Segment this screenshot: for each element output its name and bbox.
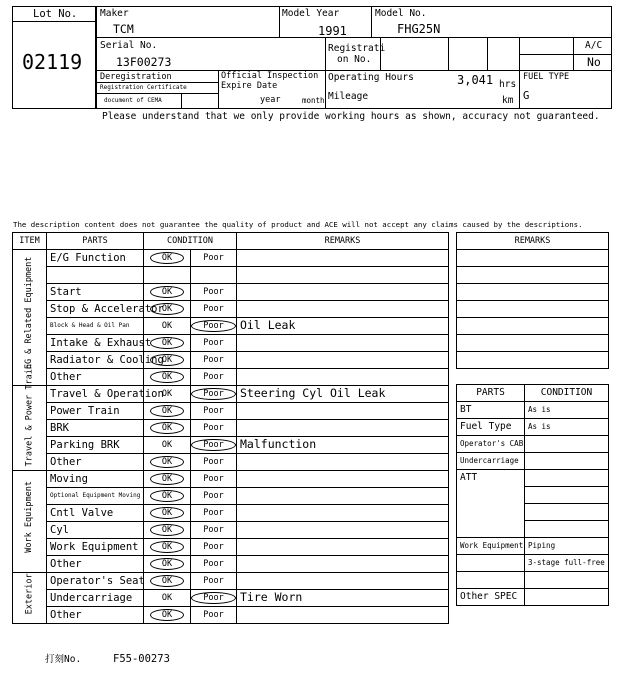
condition-ok-cell	[144, 522, 191, 539]
condition-ok: OK	[150, 456, 184, 468]
part-name: BRK	[47, 420, 144, 437]
condition-ok-cell	[144, 318, 191, 335]
table-row	[13, 386, 449, 403]
spec-row	[457, 555, 609, 572]
condition-ok: OK	[150, 575, 184, 587]
part-name: Block & Head & Oil Pan	[47, 318, 144, 335]
category-label: EG & Related Equipment	[24, 256, 35, 370]
condition-poor-cell	[191, 454, 237, 471]
condition-ok: OK	[150, 507, 184, 519]
part-name: Cntl Valve	[47, 505, 144, 522]
table-row	[13, 369, 449, 386]
remark-cell	[237, 539, 449, 556]
part-name: Cyl	[47, 522, 144, 539]
condition-poor-cell	[191, 284, 237, 301]
part-name: Optional Equipment Moving	[47, 488, 144, 505]
mileage-label: Mileage	[328, 91, 369, 102]
maker-label: Maker	[100, 8, 129, 19]
condition-ok: OK	[150, 541, 184, 553]
condition-poor: Poor	[203, 286, 224, 297]
spec-row	[457, 436, 609, 453]
table-row	[13, 607, 449, 624]
remark-cell: Steering Cyl Oil Leak	[237, 386, 449, 403]
spec-part: BT	[457, 402, 525, 419]
spec-part: Other SPEC	[457, 589, 525, 606]
table-row	[13, 590, 449, 607]
condition-poor: Poor	[203, 337, 224, 348]
category-cell	[13, 573, 47, 624]
remark-cell: Malfunction	[237, 437, 449, 454]
stamp-label: 打刻No.	[45, 654, 82, 665]
condition-poor-cell	[191, 556, 237, 573]
condition-poor-cell	[191, 420, 237, 437]
part-name: Start	[47, 284, 144, 301]
remark-cell	[237, 522, 449, 539]
spec-row	[457, 470, 609, 487]
condition-table	[12, 232, 449, 624]
remarks-row	[457, 318, 609, 335]
condition-ok-cell	[144, 539, 191, 556]
condition-ok-cell	[144, 284, 191, 301]
condition-ok: OK	[161, 320, 173, 331]
table-row	[13, 573, 449, 590]
condition-ok-cell	[144, 488, 191, 505]
category-label: Travel & Power Train	[24, 363, 35, 466]
condition-ok: OK	[150, 303, 184, 315]
remarks-cell	[457, 335, 609, 352]
spec-condition	[525, 504, 609, 521]
remark-cell	[237, 335, 449, 352]
table-row	[13, 335, 449, 352]
condition-poor-cell	[191, 352, 237, 369]
maker-value: TCM	[113, 22, 134, 36]
category-cell	[13, 471, 47, 573]
spec-part	[457, 555, 525, 572]
part-name: Parking BRK	[47, 437, 144, 454]
condition-poor-cell	[191, 505, 237, 522]
spec-condition	[525, 589, 609, 606]
condition-ok: OK	[150, 337, 184, 349]
condition-poor-cell	[191, 386, 237, 403]
remark-cell	[237, 352, 449, 369]
dereg-cert: Registration Certificate	[100, 84, 187, 91]
condition-ok-cell	[144, 607, 191, 624]
table-row	[13, 301, 449, 318]
spec-part: Fuel Type	[457, 419, 525, 436]
condition-poor: Poor	[203, 609, 224, 620]
condition-ok-cell	[144, 590, 191, 607]
part-name: Other	[47, 607, 144, 624]
condition-poor: Poor	[203, 354, 224, 365]
remark-cell	[237, 471, 449, 488]
table-row	[13, 437, 449, 454]
table-row	[13, 471, 449, 488]
condition-poor: Poor	[203, 507, 224, 518]
condition-ok-cell	[144, 403, 191, 420]
lot-label: Lot No.	[33, 8, 78, 20]
condition-poor-cell	[191, 267, 237, 284]
condition-ok-cell	[144, 454, 191, 471]
spec-row	[457, 453, 609, 470]
serial-label: Serial No.	[100, 40, 158, 51]
model-no-label: Model No.	[375, 8, 427, 19]
km-label: km	[502, 95, 514, 106]
table-row	[13, 522, 449, 539]
serial-value: 13F00273	[116, 55, 172, 69]
condition-ok: OK	[150, 558, 184, 570]
table-row	[13, 454, 449, 471]
table-row	[13, 267, 449, 284]
condition-ok-cell	[144, 301, 191, 318]
ac-label: A/C	[585, 40, 603, 51]
condition-ok: OK	[150, 524, 184, 536]
condition-poor: Poor	[191, 592, 235, 604]
condition-poor: Poor	[203, 252, 224, 263]
spec-table	[456, 384, 609, 606]
remarks-cell	[457, 284, 609, 301]
lot-number: 02119	[22, 50, 83, 74]
condition-ok-cell	[144, 505, 191, 522]
hours-note: Please understand that we only provide working hours as shown, accuracy not guaranteed.	[102, 111, 600, 122]
part-name: Power Train	[47, 403, 144, 420]
table-row	[13, 403, 449, 420]
spec-condition: 3-stage full-free	[525, 555, 609, 572]
condition-poor-cell	[191, 488, 237, 505]
condition-poor-cell	[191, 301, 237, 318]
condition-ok-cell	[144, 267, 191, 284]
spec-condition	[525, 453, 609, 470]
condition-ok: OK	[150, 490, 184, 502]
spec-header-condition: CONDITION	[525, 385, 609, 402]
condition-ok: OK	[150, 252, 184, 264]
spec-row	[457, 589, 609, 606]
part-name: Travel & Operation	[47, 386, 144, 403]
inspection-label-2: Expire Date	[221, 81, 278, 91]
condition-ok-cell	[144, 250, 191, 267]
remark-cell	[237, 556, 449, 573]
condition-poor-cell	[191, 403, 237, 420]
remarks-row	[457, 335, 609, 352]
condition-poor: Poor	[203, 303, 224, 314]
spec-part: Undercarriage	[457, 453, 525, 470]
condition-poor-cell	[191, 607, 237, 624]
remarks-row	[457, 250, 609, 267]
remarks-cell	[457, 318, 609, 335]
condition-ok-cell	[144, 352, 191, 369]
hrs-label: hrs	[499, 79, 517, 90]
condition-ok: OK	[161, 388, 173, 399]
condition-ok: OK	[161, 439, 173, 450]
condition-ok-cell	[144, 437, 191, 454]
remarks-header: REMARKS	[457, 233, 609, 250]
condition-poor: Poor	[203, 524, 224, 535]
condition-poor: Poor	[191, 388, 235, 400]
remark-cell	[237, 454, 449, 471]
remarks-cell	[457, 267, 609, 284]
remark-cell: Oil Leak	[237, 318, 449, 335]
condition-ok-cell	[144, 556, 191, 573]
spec-row	[457, 572, 609, 589]
spec-part: Operator's CAB	[457, 436, 525, 453]
ac-value: No	[587, 55, 601, 69]
spec-row	[457, 419, 609, 436]
part-name: Operator's Seat	[47, 573, 144, 590]
remark-cell	[237, 301, 449, 318]
condition-poor-cell	[191, 539, 237, 556]
condition-poor-cell	[191, 369, 237, 386]
col-header-remarks: REMARKS	[237, 233, 449, 250]
part-name: Undercarriage	[47, 590, 144, 607]
condition-poor-cell	[191, 573, 237, 590]
model-no-value: FHG25N	[397, 22, 441, 36]
condition-ok: OK	[150, 473, 184, 485]
remark-cell	[237, 607, 449, 624]
condition-poor-cell	[191, 522, 237, 539]
remark-cell	[237, 403, 449, 420]
condition-poor: Poor	[203, 422, 224, 433]
condition-poor-cell	[191, 471, 237, 488]
registration-label-1: Registrati	[328, 43, 386, 54]
remark-cell	[237, 369, 449, 386]
part-name	[47, 267, 144, 284]
table-row	[13, 556, 449, 573]
condition-poor: Poor	[191, 439, 235, 451]
remark-cell: Tire Worn	[237, 590, 449, 607]
table-row	[13, 488, 449, 505]
category-label: Exterior	[24, 572, 35, 614]
disclaimer: The description content does not guarantee the quality of product and ACE will not accept any claims caused by the descriptions.	[13, 220, 583, 229]
remarks-table	[456, 232, 609, 369]
remark-cell	[237, 505, 449, 522]
col-header-parts: PARTS	[47, 233, 144, 250]
fuel-type-label: FUEL TYPE	[523, 72, 570, 82]
condition-ok: OK	[150, 286, 184, 298]
condition-poor: Poor	[203, 575, 224, 586]
condition-poor: Poor	[203, 405, 224, 416]
condition-poor: Poor	[203, 473, 224, 484]
spec-condition: Piping	[525, 538, 609, 555]
condition-ok-cell	[144, 335, 191, 352]
condition-poor: Poor	[191, 320, 235, 332]
remark-cell	[237, 488, 449, 505]
spec-row	[457, 402, 609, 419]
category-cell	[13, 363, 47, 471]
model-year-value: 1991	[318, 24, 347, 38]
remarks-row	[457, 301, 609, 318]
part-name: Other	[47, 556, 144, 573]
condition-ok-cell	[144, 420, 191, 437]
condition-poor: Poor	[203, 558, 224, 569]
table-row	[13, 250, 449, 267]
table-row	[13, 352, 449, 369]
spec-condition	[525, 470, 609, 487]
condition-poor-cell	[191, 335, 237, 352]
condition-ok-cell	[144, 471, 191, 488]
col-header-item: ITEM	[13, 233, 47, 250]
condition-ok: OK	[150, 354, 184, 366]
condition-poor-cell	[191, 437, 237, 454]
table-row	[13, 318, 449, 335]
part-name: Radiator & Cooling	[47, 352, 144, 369]
fuel-type-value: G	[523, 90, 530, 102]
part-name: E/G Function	[47, 250, 144, 267]
spec-condition: As is	[525, 402, 609, 419]
part-name: Moving	[47, 471, 144, 488]
op-hours-value: 3,041	[457, 73, 494, 87]
condition-ok: OK	[161, 592, 173, 603]
month-label: month	[302, 96, 325, 105]
spec-condition	[525, 436, 609, 453]
condition-poor-cell	[191, 250, 237, 267]
spec-part: ATT	[457, 470, 525, 538]
inspection-label-1: Official Inspection	[221, 71, 319, 81]
condition-ok-cell	[144, 573, 191, 590]
condition-poor-cell	[191, 318, 237, 335]
spec-row	[457, 538, 609, 555]
condition-poor: Poor	[203, 371, 224, 382]
spec-part: Work Equipment	[457, 538, 525, 555]
spec-part	[457, 572, 525, 589]
dereg-label: Deregistration	[100, 72, 172, 82]
remarks-cell	[457, 301, 609, 318]
condition-poor-cell	[191, 590, 237, 607]
spec-condition: As is	[525, 419, 609, 436]
category-label: Work Equipment	[24, 481, 35, 553]
part-name: Other	[47, 369, 144, 386]
condition-poor: Poor	[203, 456, 224, 467]
remarks-row	[457, 352, 609, 369]
model-year-label: Model Year	[282, 8, 340, 19]
condition-poor: Poor	[203, 490, 224, 501]
part-name: Stop & Accelerator	[47, 301, 144, 318]
remarks-row	[457, 267, 609, 284]
part-name: Work Equipment	[47, 539, 144, 556]
table-row	[13, 505, 449, 522]
table-row	[13, 539, 449, 556]
remarks-cell	[457, 352, 609, 369]
col-header-condition: CONDITION	[144, 233, 237, 250]
remark-cell	[237, 284, 449, 301]
stamp-value: F55-00273	[113, 653, 170, 665]
condition-ok: OK	[150, 422, 184, 434]
remark-cell	[237, 250, 449, 267]
table-row	[13, 420, 449, 437]
remarks-row	[457, 284, 609, 301]
table-row	[13, 284, 449, 301]
condition-ok: OK	[150, 609, 184, 621]
remarks-cell	[457, 250, 609, 267]
year-label: year	[260, 95, 281, 105]
part-name: Intake & Exhaust	[47, 335, 144, 352]
remark-cell	[237, 420, 449, 437]
registration-label-2: on No.	[337, 54, 372, 65]
spec-condition	[525, 572, 609, 589]
spec-condition	[525, 487, 609, 504]
spec-header-parts: PARTS	[457, 385, 525, 402]
remark-cell	[237, 573, 449, 590]
condition-ok: OK	[150, 371, 184, 383]
part-name: Other	[47, 454, 144, 471]
condition-poor: Poor	[203, 541, 224, 552]
dereg-doc: document of CEMA	[104, 97, 162, 104]
op-hours-label: Operating Hours	[328, 72, 414, 83]
condition-ok-cell	[144, 369, 191, 386]
condition-ok: OK	[150, 405, 184, 417]
spec-condition	[525, 521, 609, 538]
remark-cell	[237, 267, 449, 284]
